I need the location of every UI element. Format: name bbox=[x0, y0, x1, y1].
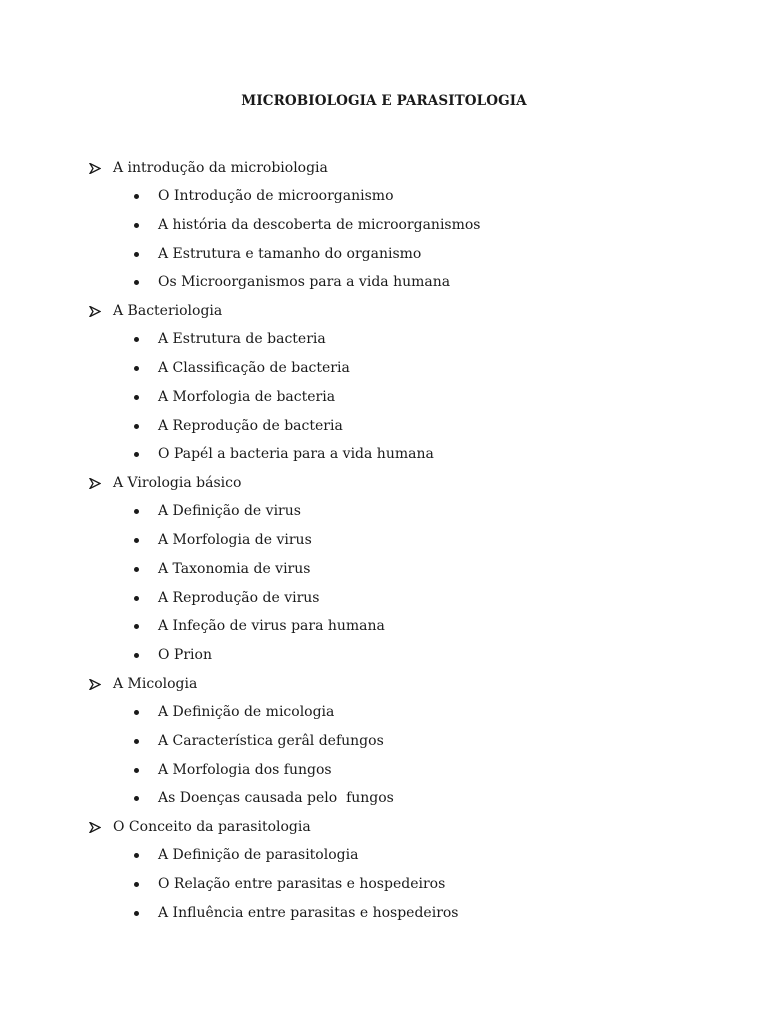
bullet-dot-icon bbox=[134, 424, 139, 429]
list-item-text: O Prion bbox=[158, 647, 212, 664]
list-item bbox=[0, 186, 768, 215]
list-item bbox=[0, 329, 768, 358]
list-item-text: A Influência entre parasitas e hospedeiros bbox=[158, 904, 459, 921]
list-item bbox=[0, 645, 768, 674]
section-heading-text: A Bacteriologia bbox=[113, 303, 223, 320]
document-title: MICROBIOLOGIA E PARASITOLOGIA bbox=[241, 93, 527, 109]
section-heading-text: A Virologia básico bbox=[113, 475, 242, 492]
list-item-text: A Definição de virus bbox=[158, 503, 301, 520]
bullet-dot-icon bbox=[134, 280, 139, 285]
list-item bbox=[0, 760, 768, 789]
arrow-bullet-icon bbox=[89, 478, 101, 489]
section-heading bbox=[0, 473, 768, 501]
list-item-text: A Morfologia de bacteria bbox=[158, 388, 336, 405]
list-item-text: A Estrutura de bacteria bbox=[158, 331, 326, 348]
list-item-text: A Morfologia dos fungos bbox=[158, 761, 332, 778]
section-items bbox=[0, 186, 768, 301]
arrow-bullet-icon bbox=[89, 822, 101, 833]
bullet-dot-icon bbox=[134, 452, 139, 457]
list-item bbox=[0, 788, 768, 817]
bullet-dot-icon bbox=[134, 882, 139, 887]
bullet-dot-icon bbox=[134, 538, 139, 543]
section-items bbox=[0, 501, 768, 674]
bullet-dot-icon bbox=[134, 567, 139, 572]
bullet-dot-icon bbox=[134, 252, 139, 257]
list-item-text: O Papél a bacteria para a vida humana bbox=[158, 446, 434, 463]
list-item bbox=[0, 244, 768, 273]
section-heading-text: A Micologia bbox=[113, 675, 198, 692]
section-heading bbox=[0, 817, 768, 845]
section-items bbox=[0, 845, 768, 931]
list-item bbox=[0, 444, 768, 473]
list-item-text: O Introdução de microorganismo bbox=[158, 188, 394, 204]
list-item bbox=[0, 501, 768, 530]
list-item-text: A Definição de micologia bbox=[158, 703, 335, 720]
outline-section bbox=[0, 158, 768, 301]
outline-section bbox=[0, 473, 768, 674]
bullet-dot-icon bbox=[134, 395, 139, 400]
bullet-dot-icon bbox=[134, 624, 139, 629]
list-item bbox=[0, 358, 768, 387]
list-item bbox=[0, 387, 768, 416]
section-items bbox=[0, 329, 768, 473]
topic-outline bbox=[0, 158, 768, 932]
list-item bbox=[0, 874, 768, 903]
list-item-text: A Estrutura e tamanho do organismo bbox=[158, 245, 422, 262]
list-item-text: A Classificação de bacteria bbox=[158, 359, 350, 376]
list-item-text: A Definição de parasitologia bbox=[158, 847, 359, 864]
bullet-dot-icon bbox=[134, 739, 139, 744]
section-heading-text: O Conceito da parasitologia bbox=[113, 819, 311, 836]
arrow-bullet-icon bbox=[89, 306, 101, 317]
list-item-text: A Característica gerâl defungos bbox=[158, 732, 384, 749]
list-item bbox=[0, 416, 768, 445]
bullet-dot-icon bbox=[134, 596, 139, 601]
list-item-text: A Reprodução de bacteria bbox=[158, 417, 343, 434]
list-item bbox=[0, 588, 768, 617]
list-item bbox=[0, 215, 768, 244]
list-item bbox=[0, 845, 768, 874]
bullet-dot-icon bbox=[134, 653, 139, 658]
list-item-text: A Reprodução de virus bbox=[158, 589, 320, 606]
bullet-dot-icon bbox=[134, 853, 139, 858]
list-item-text: A história da descoberta de microorganismos bbox=[158, 216, 481, 233]
list-item bbox=[0, 616, 768, 645]
section-heading-text: A introdução da microbiologia bbox=[113, 160, 328, 176]
arrow-bullet-icon bbox=[89, 679, 101, 690]
section-heading bbox=[0, 674, 768, 702]
list-item-text: A Morfologia de virus bbox=[158, 531, 312, 548]
list-item-text: Os Microorganismos para a vida humana bbox=[158, 274, 451, 291]
section-heading bbox=[0, 158, 768, 186]
list-item-text: O Relação entre parasitas e hospedeiros bbox=[158, 875, 446, 892]
bullet-dot-icon bbox=[134, 768, 139, 773]
bullet-dot-icon bbox=[134, 509, 139, 514]
bullet-dot-icon bbox=[134, 796, 139, 801]
section-heading bbox=[0, 301, 768, 329]
list-item bbox=[0, 272, 768, 301]
bullet-dot-icon bbox=[134, 337, 139, 342]
list-item bbox=[0, 559, 768, 588]
list-item-text: A Taxonomia de virus bbox=[158, 560, 311, 577]
bullet-dot-icon bbox=[134, 194, 139, 199]
section-items bbox=[0, 702, 768, 817]
list-item bbox=[0, 731, 768, 760]
list-item bbox=[0, 530, 768, 559]
outline-section bbox=[0, 817, 768, 931]
list-item bbox=[0, 903, 768, 932]
bullet-dot-icon bbox=[134, 223, 139, 228]
bullet-dot-icon bbox=[134, 911, 139, 916]
outline-section bbox=[0, 674, 768, 817]
list-item-text: A Infeção de virus para humana bbox=[158, 618, 385, 635]
list-item bbox=[0, 702, 768, 731]
bullet-dot-icon bbox=[134, 366, 139, 371]
list-item-text: As Doenças causada pelo fungos bbox=[158, 790, 394, 807]
bullet-dot-icon bbox=[134, 710, 139, 715]
outline-section bbox=[0, 301, 768, 473]
arrow-bullet-icon bbox=[89, 163, 101, 174]
